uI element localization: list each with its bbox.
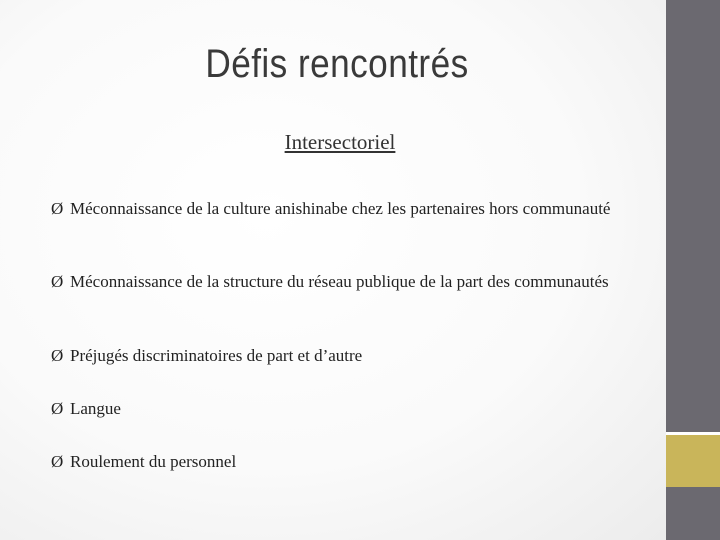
arrow-bullet-icon: Ø: [51, 346, 64, 365]
arrow-bullet-icon: Ø: [51, 199, 64, 218]
slide-subtitle: Intersectoriel: [284, 130, 396, 154]
arrow-bullet-icon: Ø: [51, 272, 64, 291]
bullet-text: Langue: [70, 399, 121, 418]
bullet-text: Méconnaissance de la structure du réseau publique de la part des communautés: [70, 272, 609, 291]
arrow-bullet-icon: Ø: [51, 452, 64, 471]
sidebar-bottom-block: [666, 487, 720, 540]
bullet-text: Roulement du personnel: [70, 452, 237, 471]
bullet-text: Méconnaissance de la culture anishinabe chez les partenaires hors communauté: [70, 199, 611, 218]
arrow-bullet-icon: Ø: [51, 399, 64, 418]
slide-title: Défis rencontrés: [205, 42, 469, 86]
sidebar-decoration: [666, 0, 720, 432]
bullet-item: [51, 271, 609, 292]
bullet-item: [51, 198, 610, 219]
sidebar-accent-block: [666, 435, 720, 487]
bullet-item: [51, 451, 236, 472]
bullet-text: Préjugés discriminatoires de part et d’autre: [70, 346, 363, 365]
bullet-item: [51, 398, 121, 419]
bullet-item: [51, 345, 362, 366]
